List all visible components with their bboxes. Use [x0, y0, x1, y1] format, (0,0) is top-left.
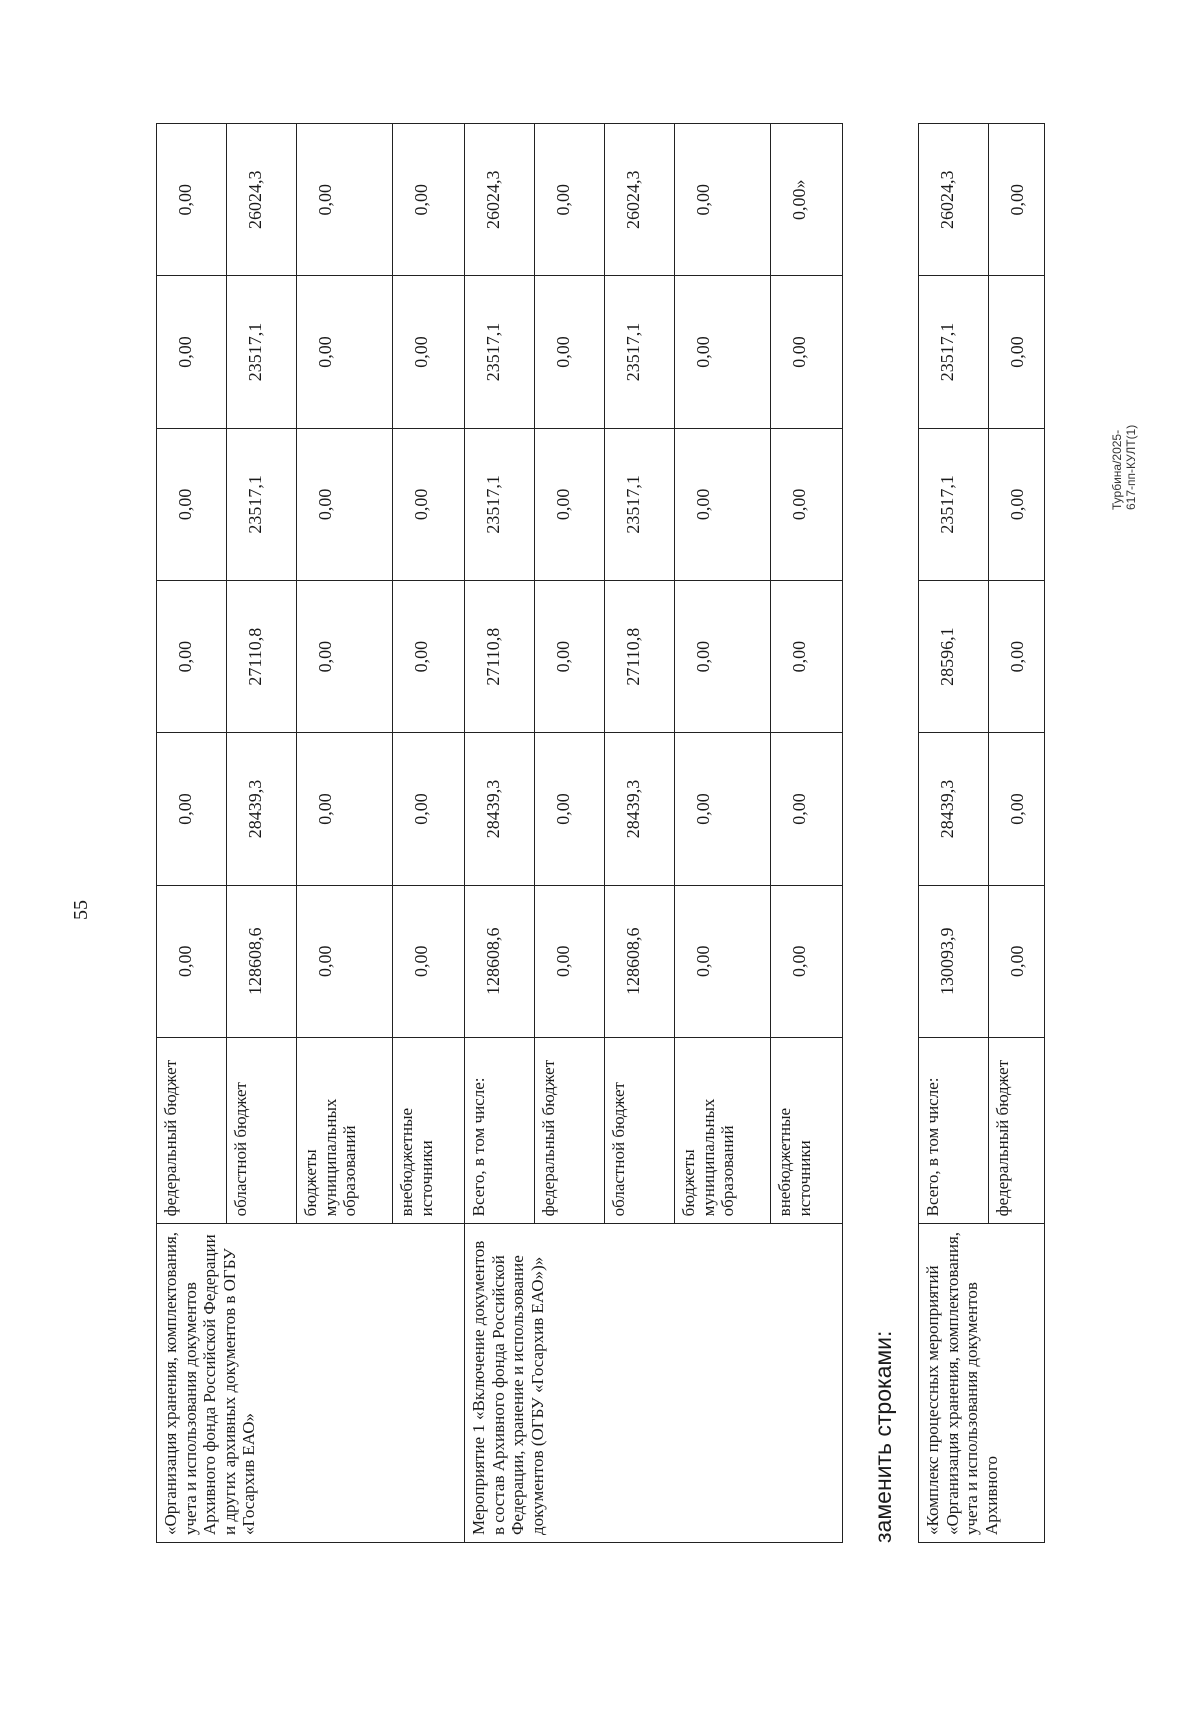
table-row [919, 124, 989, 1543]
page-number: 55 [70, 900, 92, 920]
value-cell: 0,00 [771, 581, 843, 733]
budget-table-existing [156, 123, 843, 1543]
value-cell: 28439,3 [227, 733, 297, 885]
value-cell: 0,00 [157, 885, 227, 1037]
value-cell: 0,00 [297, 885, 393, 1037]
value-cell: 23517,1 [227, 428, 297, 580]
value-cell: 0,00 [675, 581, 771, 733]
value-cell: 0,00 [157, 276, 227, 428]
table-row [465, 124, 535, 1543]
value-cell: 28596,1 [919, 581, 989, 733]
value-cell: 0,00 [675, 733, 771, 885]
source-cell: Всего, в том числе: [919, 1037, 989, 1223]
value-cell: 0,00 [393, 885, 465, 1037]
source-cell: бюджеты муниципальных образований [297, 1037, 393, 1223]
block1 [157, 124, 465, 1543]
value-cell: 26024,3 [465, 124, 535, 276]
source-cell: внебюджетные источники [393, 1037, 465, 1223]
value-cell: 28439,3 [605, 733, 675, 885]
block3 [919, 124, 1045, 1543]
value-cell: 26024,3 [227, 124, 297, 276]
value-cell: 23517,1 [465, 276, 535, 428]
source-cell: внебюджетные источники [771, 1037, 843, 1223]
document-stamp: Турбина/2025-617-пп-КУЛТ(1) [1110, 424, 1138, 510]
value-cell: 0,00 [771, 428, 843, 580]
value-cell: 128608,6 [227, 885, 297, 1037]
value-cell: 0,00 [157, 733, 227, 885]
value-cell: 23517,1 [227, 276, 297, 428]
value-cell: 0,00 [771, 276, 843, 428]
block2 [465, 124, 843, 1543]
budget-table-replacement [918, 123, 1045, 1543]
source-cell: бюджеты муниципальных образований [675, 1037, 771, 1223]
value-cell: 0,00 [157, 428, 227, 580]
value-cell: 0,00 [675, 885, 771, 1037]
source-cell: Всего, в том числе: [465, 1037, 535, 1223]
program-name-cell: «Комплекс процессных мероприятий «Организация хранения, комплектования, учета и использования документов Архивного [919, 1224, 1045, 1543]
value-cell: 0,00 [989, 885, 1045, 1037]
value-cell: 0,00 [393, 124, 465, 276]
value-cell: 23517,1 [919, 276, 989, 428]
value-cell: 0,00 [989, 124, 1045, 276]
table-row [157, 124, 227, 1543]
value-cell: 0,00 [675, 428, 771, 580]
value-cell: 0,00 [297, 428, 393, 580]
value-cell: 23517,1 [919, 428, 989, 580]
value-cell: 128608,6 [465, 885, 535, 1037]
value-cell: 0,00 [297, 124, 393, 276]
value-cell: 28439,3 [465, 733, 535, 885]
source-cell: федеральный бюджет [989, 1037, 1045, 1223]
value-cell: 0,00 [393, 733, 465, 885]
value-cell: 26024,3 [919, 124, 989, 276]
value-cell: 0,00 [393, 428, 465, 580]
value-cell: 0,00 [157, 124, 227, 276]
value-cell: 0,00 [535, 885, 605, 1037]
value-cell: 0,00 [157, 581, 227, 733]
value-cell: 28439,3 [919, 733, 989, 885]
value-cell: 27110,8 [605, 581, 675, 733]
value-cell: 27110,8 [465, 581, 535, 733]
value-cell: 0,00 [675, 276, 771, 428]
source-cell: областной бюджет [227, 1037, 297, 1223]
value-cell: 128608,6 [605, 885, 675, 1037]
value-cell: 0,00 [535, 124, 605, 276]
value-cell: 0,00» [771, 124, 843, 276]
value-cell: 0,00 [989, 733, 1045, 885]
value-cell: 0,00 [989, 276, 1045, 428]
value-cell: 23517,1 [605, 276, 675, 428]
value-cell: 0,00 [297, 733, 393, 885]
value-cell: 0,00 [297, 581, 393, 733]
value-cell: 0,00 [535, 428, 605, 580]
value-cell: 130093,9 [919, 885, 989, 1037]
value-cell: 0,00 [771, 885, 843, 1037]
value-cell: 0,00 [393, 276, 465, 428]
replace-caption: заменить строками: [870, 1330, 896, 1543]
value-cell: 0,00 [297, 276, 393, 428]
source-cell: федеральный бюджет [157, 1037, 227, 1223]
value-cell: 0,00 [393, 581, 465, 733]
value-cell: 23517,1 [465, 428, 535, 580]
value-cell: 0,00 [675, 124, 771, 276]
value-cell: 0,00 [989, 581, 1045, 733]
value-cell: 0,00 [535, 733, 605, 885]
value-cell: 0,00 [535, 581, 605, 733]
source-cell: федеральный бюджет [535, 1037, 605, 1223]
program-name-cell: Мероприятие 1 «Включение документов в состав Архивного фонда Российской Федерации, хранение и использование документов (ОГБУ «Госархив ЕАО»)» [465, 1224, 843, 1543]
value-cell: 23517,1 [605, 428, 675, 580]
source-cell: областной бюджет [605, 1037, 675, 1223]
value-cell: 0,00 [771, 733, 843, 885]
value-cell: 0,00 [989, 428, 1045, 580]
value-cell: 26024,3 [605, 124, 675, 276]
program-name-cell: «Организация хранения, комплектования, учета и использования документов Архивного фонда Российской Федерации и других архивных документов в ОГБУ «Госархив ЕАО» [157, 1224, 465, 1543]
value-cell: 27110,8 [227, 581, 297, 733]
value-cell: 0,00 [535, 276, 605, 428]
